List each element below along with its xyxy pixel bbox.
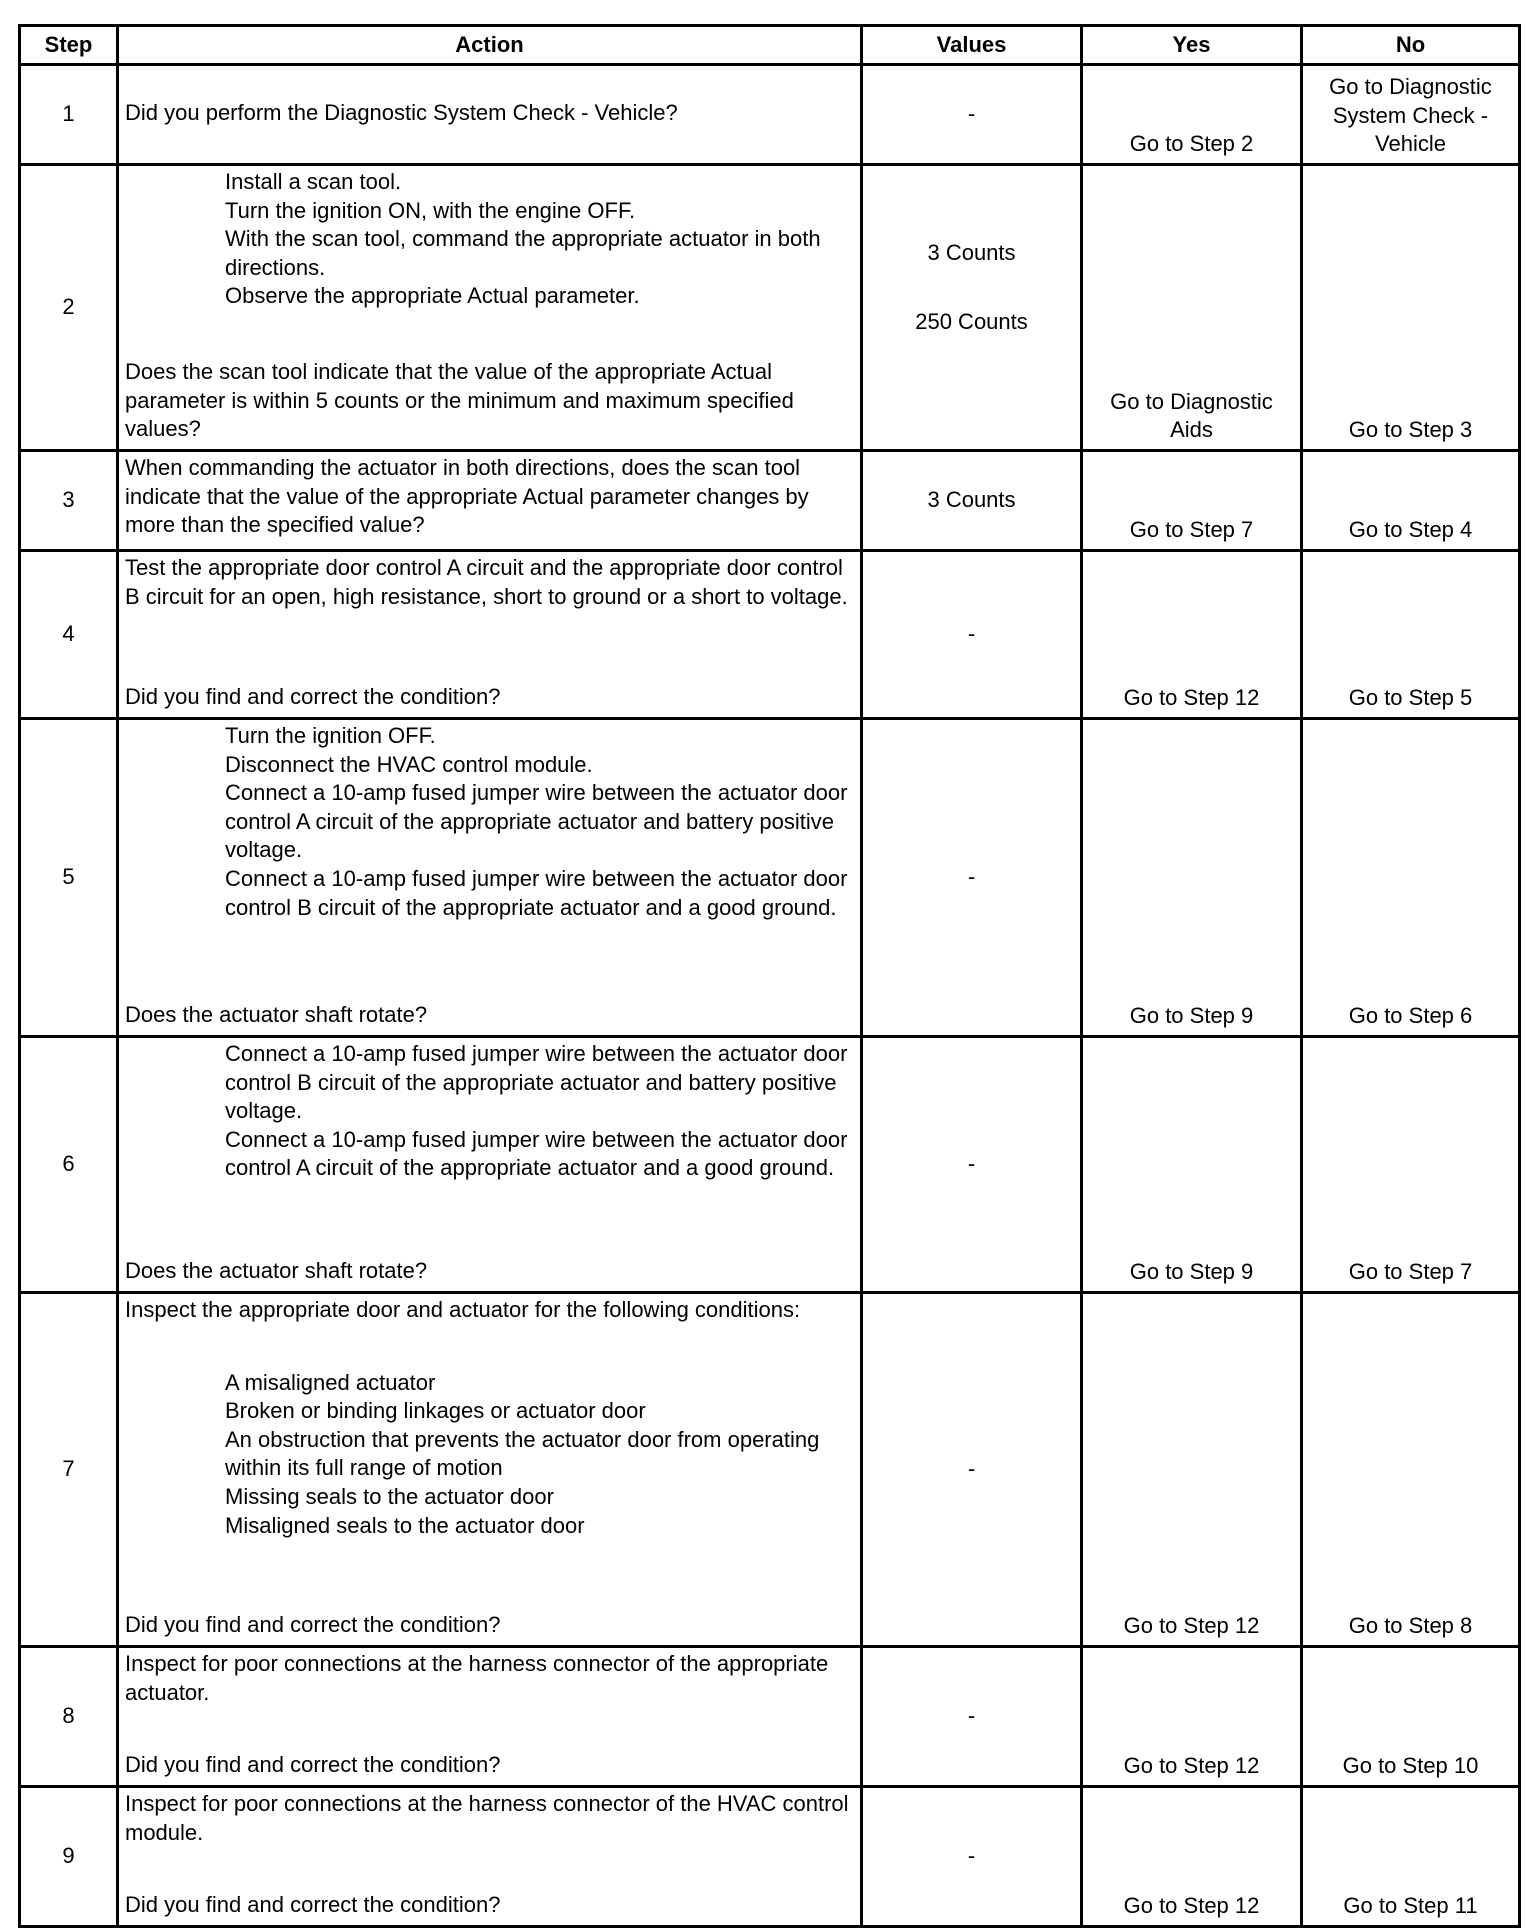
values-cell bbox=[862, 1293, 1082, 1647]
step-number: 3 bbox=[20, 451, 118, 551]
values-cell bbox=[862, 165, 1082, 451]
yes-goto: Go to Step 9 bbox=[1129, 1259, 1254, 1285]
yes-goto: Go to Step 7 bbox=[1129, 517, 1254, 543]
yes-goto-line: Go to Diagnostic bbox=[1110, 388, 1273, 414]
no-goto: Go to Step 7 bbox=[1348, 1259, 1473, 1285]
yes-goto: Go to Step 12 bbox=[1123, 685, 1260, 711]
yes-goto-line: Aids bbox=[1170, 417, 1213, 443]
table-row bbox=[20, 165, 1520, 451]
yes-cell bbox=[1082, 65, 1302, 165]
value-text: - bbox=[967, 1151, 976, 1177]
action-question: Does the actuator shaft rotate? bbox=[125, 1258, 428, 1284]
action-intro: Inspect for poor connections at the harness connector of the HVAC control module. bbox=[125, 1791, 849, 1845]
no-goto: Go to Step 6 bbox=[1348, 1003, 1473, 1029]
action-cell bbox=[118, 451, 862, 551]
no-goto: Go to Step 11 bbox=[1343, 1893, 1478, 1919]
diagnostic-table bbox=[18, 24, 1521, 1928]
step-number: 4 bbox=[20, 551, 118, 719]
action-question: Does the actuator shaft rotate? bbox=[125, 1002, 428, 1028]
action-step-item: Observe the appropriate Actual parameter. bbox=[225, 283, 640, 309]
no-goto: Go to Step 4 bbox=[1348, 517, 1473, 543]
value-text: - bbox=[967, 621, 976, 647]
yes-cell bbox=[1082, 719, 1302, 1037]
value-text: - bbox=[967, 1703, 976, 1729]
header-values: Values bbox=[862, 26, 1082, 65]
table-row bbox=[20, 451, 1520, 551]
action-step-item: Turn the ignition OFF. bbox=[225, 723, 436, 748]
yes-cell bbox=[1082, 1787, 1302, 1927]
no-cell bbox=[1302, 719, 1520, 1037]
no-cell bbox=[1302, 1293, 1520, 1647]
header-step: Step bbox=[20, 26, 118, 65]
values-cell bbox=[862, 1037, 1082, 1293]
yes-goto: Go to Step 2 bbox=[1129, 131, 1254, 157]
values-cell bbox=[862, 65, 1082, 165]
action-steps-list bbox=[125, 1369, 854, 1541]
no-cell bbox=[1302, 1787, 1520, 1927]
step-number: 8 bbox=[20, 1647, 118, 1787]
table-row bbox=[20, 65, 1520, 165]
action-step-item: Connect a 10-amp fused jumper wire between the actuator door control B circuit of the appropriate actuator and a good ground. bbox=[225, 865, 848, 920]
values-cell bbox=[862, 1647, 1082, 1787]
action-step-item: Broken or binding linkages or actuator door bbox=[225, 1398, 646, 1424]
action-question: Did you find and correct the condition? bbox=[125, 1892, 501, 1918]
action-step-item: Turn the ignition ON, with the engine OFF. bbox=[225, 197, 636, 223]
no-cell bbox=[1302, 1037, 1520, 1293]
action-question: Does the scan tool indicate that the value of the appropriate Actual parameter is within 5 counts or the minimum and maximum specified values? bbox=[125, 359, 794, 442]
yes-cell bbox=[1082, 551, 1302, 719]
yes-goto: Go to Step 12 bbox=[1123, 1893, 1260, 1919]
no-goto-line: Go to Diagnostic bbox=[1329, 74, 1492, 100]
values-cell bbox=[862, 719, 1082, 1037]
action-intro: Inspect for poor connections at the harness connector of the appropriate actuator. bbox=[125, 1651, 829, 1705]
action-steps-list bbox=[125, 1040, 854, 1183]
table-body bbox=[20, 65, 1520, 1927]
yes-cell bbox=[1082, 451, 1302, 551]
action-step-item: Install a scan tool. bbox=[225, 169, 402, 194]
table-header bbox=[20, 26, 1520, 65]
value-text: 3 Counts bbox=[927, 239, 1016, 265]
action-question: Did you find and correct the condition? bbox=[125, 1752, 501, 1778]
action-step-item: Misaligned seals to the actuator door bbox=[225, 1512, 585, 1538]
yes-cell bbox=[1082, 165, 1302, 451]
value-text: - bbox=[967, 101, 976, 127]
no-goto: Go to Step 3 bbox=[1348, 417, 1473, 443]
header-action: Action bbox=[118, 26, 862, 65]
step-number: 7 bbox=[20, 1293, 118, 1647]
yes-goto: Go to Step 12 bbox=[1123, 1753, 1260, 1779]
no-cell bbox=[1302, 551, 1520, 719]
step-number: 9 bbox=[20, 1787, 118, 1927]
value-text: 250 Counts bbox=[915, 308, 1028, 334]
action-cell bbox=[118, 1647, 862, 1787]
value-text: - bbox=[967, 864, 976, 890]
action-steps-list bbox=[125, 722, 854, 922]
no-goto: Go to Step 5 bbox=[1348, 685, 1473, 711]
no-goto: Go to Step 10 bbox=[1342, 1753, 1479, 1779]
no-cell bbox=[1302, 165, 1520, 451]
header-yes: Yes bbox=[1082, 26, 1302, 65]
action-cell bbox=[118, 1787, 862, 1927]
header-row bbox=[20, 26, 1520, 65]
step-number: 5 bbox=[20, 719, 118, 1037]
action-intro: Test the appropriate door control A circuit and the appropriate door control B circuit for an open, high resistance, short to ground or a short to voltage. bbox=[125, 555, 848, 609]
step-number: 2 bbox=[20, 165, 118, 451]
action-step-item: An obstruction that prevents the actuator door from operating within its full range of motion bbox=[225, 1426, 820, 1481]
step-number: 1 bbox=[20, 65, 118, 165]
yes-goto: Go to Step 9 bbox=[1129, 1003, 1254, 1029]
yes-goto: Go to Step 12 bbox=[1123, 1613, 1260, 1639]
table-row bbox=[20, 719, 1520, 1037]
action-step-item: Connect a 10-amp fused jumper wire between the actuator door control A circuit of the appropriate actuator and a good ground. bbox=[225, 1126, 848, 1181]
action-step-item: Connect a 10-amp fused jumper wire between the actuator door control B circuit of the appropriate actuator and battery positive voltage. bbox=[225, 1041, 848, 1124]
yes-cell bbox=[1082, 1037, 1302, 1293]
action-question: Did you find and correct the condition? bbox=[125, 684, 501, 710]
action-intro: Did you perform the Diagnostic System Check - Vehicle? bbox=[125, 99, 678, 125]
values-cell bbox=[862, 451, 1082, 551]
no-cell bbox=[1302, 1647, 1520, 1787]
action-step-item: A misaligned actuator bbox=[225, 1369, 436, 1395]
values-cell bbox=[862, 551, 1082, 719]
no-goto-line: System Check - bbox=[1332, 102, 1489, 128]
table-row bbox=[20, 1037, 1520, 1293]
action-cell bbox=[118, 1293, 862, 1647]
no-cell bbox=[1302, 65, 1520, 165]
no-goto-line: Vehicle bbox=[1375, 131, 1446, 157]
value-text: - bbox=[967, 1456, 976, 1482]
action-cell bbox=[118, 65, 862, 165]
action-cell bbox=[118, 719, 862, 1037]
action-steps-list bbox=[125, 168, 854, 311]
no-cell bbox=[1302, 451, 1520, 551]
header-no: No bbox=[1302, 26, 1520, 65]
yes-cell bbox=[1082, 1647, 1302, 1787]
action-intro: Inspect the appropriate door and actuator for the following conditions: bbox=[125, 1297, 801, 1322]
action-step-item: Connect a 10-amp fused jumper wire between the actuator door control A circuit of the appropriate actuator and battery positive voltage. bbox=[225, 780, 848, 863]
table-row bbox=[20, 551, 1520, 719]
action-question: Did you find and correct the condition? bbox=[125, 1612, 501, 1638]
action-step-item: Missing seals to the actuator door bbox=[225, 1483, 554, 1509]
action-cell bbox=[118, 551, 862, 719]
action-intro: When commanding the actuator in both directions, does the scan tool indicate that the value of the appropriate Actual parameter changes by more than the specified value? bbox=[125, 455, 809, 538]
action-step-item: With the scan tool, command the appropriate actuator in both directions. bbox=[225, 226, 821, 280]
action-step-item: Disconnect the HVAC control module. bbox=[225, 751, 593, 777]
yes-cell bbox=[1082, 1293, 1302, 1647]
no-goto: Go to Step 8 bbox=[1348, 1613, 1473, 1639]
value-text: 3 Counts bbox=[927, 487, 1016, 513]
values-cell bbox=[862, 1787, 1082, 1927]
table-row bbox=[20, 1787, 1520, 1927]
step-number: 6 bbox=[20, 1037, 118, 1293]
action-cell bbox=[118, 1037, 862, 1293]
table-row bbox=[20, 1293, 1520, 1647]
value-text: - bbox=[967, 1843, 976, 1869]
action-cell bbox=[118, 165, 862, 451]
table-row bbox=[20, 1647, 1520, 1787]
